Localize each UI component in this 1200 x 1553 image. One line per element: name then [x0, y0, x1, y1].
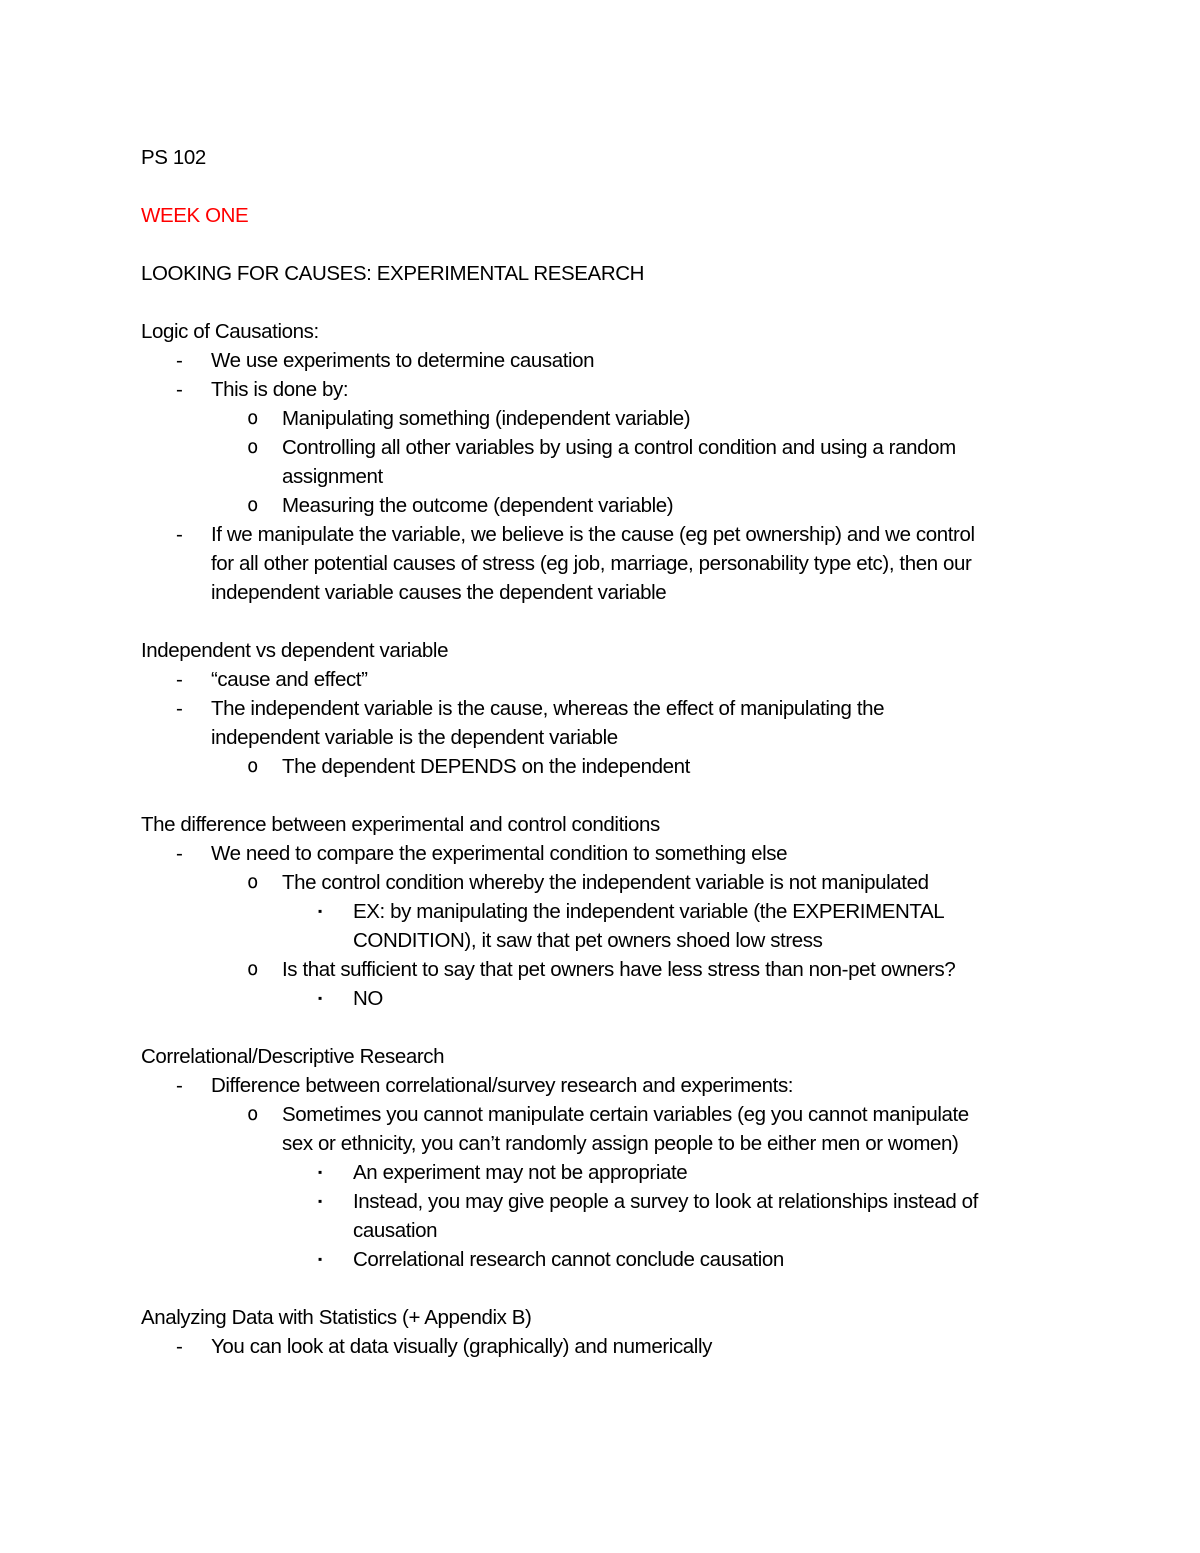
circle-bullet: o — [247, 1103, 259, 1125]
section-heading: Logic of Causations: — [141, 320, 319, 343]
list-item-text: Difference between correlational/survey research and experiments: — [211, 1074, 794, 1097]
list-item-continuation — [141, 578, 1071, 607]
list-item — [141, 839, 1071, 868]
spacer — [141, 1274, 1071, 1303]
list-item-text: Correlational research cannot conclude causation — [353, 1248, 784, 1271]
list-item — [141, 1245, 1071, 1274]
section-heading: The difference between experimental and control conditions — [141, 813, 660, 836]
square-bullet: ▪ — [318, 904, 322, 918]
section-heading: Correlational/Descriptive Research — [141, 1045, 445, 1068]
list-item — [141, 520, 1071, 549]
list-item-text: Instead, you may give people a survey to look at relationships instead of — [353, 1190, 978, 1213]
circle-bullet: o — [247, 871, 259, 893]
section-heading: Analyzing Data with Statistics (+ Appendix B) — [141, 1306, 532, 1329]
spacer — [141, 172, 1071, 201]
spacer — [141, 288, 1071, 317]
list-item — [141, 984, 1071, 1013]
document-body — [141, 143, 1071, 1361]
course-code: PS 102 — [141, 146, 206, 169]
dash-bullet: - — [176, 349, 183, 372]
list-item — [141, 346, 1071, 375]
spacer — [141, 230, 1071, 259]
list-item-text: CONDITION), it saw that pet owners shoed low stress — [353, 929, 823, 952]
square-bullet: ▪ — [318, 1252, 322, 1266]
list-item-text: We use experiments to determine causation — [211, 349, 595, 372]
list-item — [141, 694, 1071, 723]
list-item-text: The control condition whereby the independent variable is not manipulated — [282, 871, 929, 894]
list-item-text: Measuring the outcome (dependent variable) — [282, 494, 674, 517]
list-item-text: causation — [353, 1219, 438, 1242]
circle-bullet: o — [247, 436, 259, 458]
square-bullet: ▪ — [318, 1165, 322, 1179]
square-bullet: ▪ — [318, 991, 322, 1005]
spacer — [141, 781, 1071, 810]
list-item-text: independent variable is the dependent variable — [211, 726, 618, 749]
list-item-text: for all other potential causes of stress (eg job, marriage, personability type etc), then our — [211, 552, 972, 575]
list-item-text: assignment — [282, 465, 383, 488]
spacer — [141, 607, 1071, 636]
list-item-text: Manipulating something (independent variable) — [282, 407, 691, 430]
section-title: LOOKING FOR CAUSES: EXPERIMENTAL RESEARCH — [141, 262, 645, 285]
list-item-text: sex or ethnicity, you can’t randomly assign people to be either men or women) — [282, 1132, 959, 1155]
list-item-text: Sometimes you cannot manipulate certain variables (eg you cannot manipulate — [282, 1103, 969, 1126]
list-item — [141, 1332, 1071, 1361]
circle-bullet: o — [247, 407, 259, 429]
dash-bullet: - — [176, 842, 183, 865]
list-item-text: An experiment may not be appropriate — [353, 1161, 688, 1184]
dash-bullet: - — [176, 378, 183, 401]
list-item — [141, 1187, 1071, 1216]
list-item — [141, 897, 1071, 926]
list-item — [141, 1100, 1071, 1129]
list-item — [141, 433, 1071, 462]
list-item-text: “cause and effect” — [211, 668, 368, 691]
list-item — [141, 1158, 1071, 1187]
list-item — [141, 1071, 1071, 1100]
list-item-text: EX: by manipulating the independent variable (the EXPERIMENTAL — [353, 900, 945, 923]
list-item-text: The independent variable is the cause, whereas the effect of manipulating the — [211, 697, 885, 720]
list-item-text: Controlling all other variables by using a control condition and using a random — [282, 436, 956, 459]
list-item-text: Is that sufficient to say that pet owners have less stress than non-pet owners? — [282, 958, 956, 981]
list-item — [141, 665, 1071, 694]
dash-bullet: - — [176, 1074, 183, 1097]
list-item-text: The dependent DEPENDS on the independent — [282, 755, 690, 778]
square-bullet: ▪ — [318, 1194, 322, 1208]
circle-bullet: o — [247, 755, 259, 777]
list-item-text: This is done by: — [211, 378, 349, 401]
list-item — [141, 404, 1071, 433]
list-item-text: If we manipulate the variable, we believe is the cause (eg pet ownership) and we control — [211, 523, 975, 546]
list-item — [141, 955, 1071, 984]
list-item-text: You can look at data visually (graphically) and numerically — [211, 1335, 712, 1358]
week-heading: WEEK ONE — [141, 204, 249, 227]
list-item-continuation — [141, 1129, 1071, 1158]
dash-bullet: - — [176, 523, 183, 546]
dash-bullet: - — [176, 668, 183, 691]
list-item — [141, 491, 1071, 520]
list-item-text: We need to compare the experimental condition to something else — [211, 842, 788, 865]
list-item-continuation — [141, 462, 1071, 491]
list-item-continuation — [141, 926, 1071, 955]
list-item-continuation — [141, 549, 1071, 578]
list-item — [141, 868, 1071, 897]
list-item-text: independent variable causes the dependent variable — [211, 581, 667, 604]
dash-bullet: - — [176, 697, 183, 720]
dash-bullet: - — [176, 1335, 183, 1358]
list-item-text: NO — [353, 987, 383, 1010]
list-item — [141, 375, 1071, 404]
circle-bullet: o — [247, 958, 259, 980]
section-heading: Independent vs dependent variable — [141, 639, 449, 662]
list-item-continuation — [141, 723, 1071, 752]
spacer — [141, 1013, 1071, 1042]
list-item — [141, 752, 1071, 781]
list-item-continuation — [141, 1216, 1071, 1245]
circle-bullet: o — [247, 494, 259, 516]
